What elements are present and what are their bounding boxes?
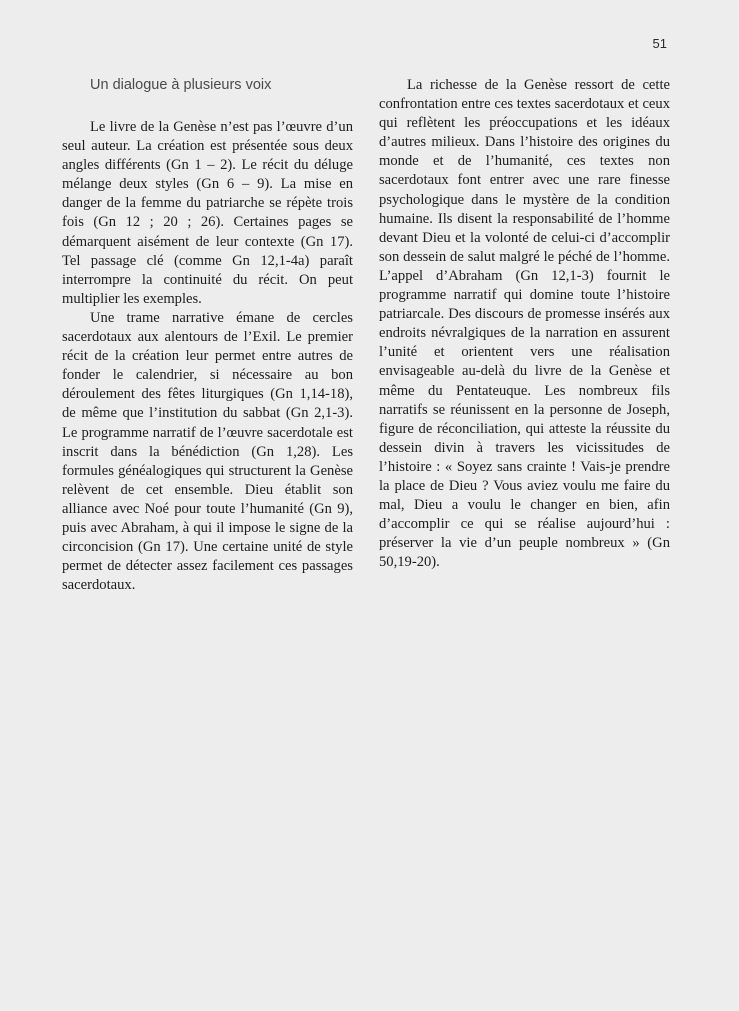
paragraph: Une trame narrative émane de cercles sacerdotaux aux alentours de l’Exil. Le premier récit de la création leur permet entre autres de fonder le calendrier, si nécessaire au bon déroulement des fêtes liturgiques (Gn 1,14-18), de même que l’institution du sabbat (Gn 2,1-3). Le programme narratif de l’œuvre sacerdotale est inscrit dans la bénédiction (Gn 1,28). Les formules généalogiques qui structurent la Genèse relèvent de cet ensemble. Dieu établit son alliance avec Noé pour toute l’humanité (Gn 9), puis avec Abraham, à qui il impose le signe de la circoncision (Gn 17). Une certaine unité de style permet de détecter assez facilement ces passages sacerdotaux. <box>62 309 353 594</box>
page-number: 51 <box>652 36 667 51</box>
left-column <box>62 76 353 595</box>
right-column <box>379 76 670 572</box>
paragraph: Le livre de la Genèse n’est pas l’œuvre d’un seul auteur. La création est présentée sous deux angles différents (Gn 1 – 2). Le récit du déluge mélange deux styles (Gn 6 – 9). La mise en danger de la femme du patriarche se répète trois fois (Gn 12 ; 20 ; 26). Certaines pages se démarquent aisément de leur contexte (Gn 17). Tel passage clé (comme Gn 12,1-4a) paraît interrompre la continuité du récit. On peut multiplier les exemples. <box>62 119 353 307</box>
section-title: Un dialogue à plusieurs voix <box>90 77 272 93</box>
paragraph: La richesse de la Genèse ressort de cette confrontation entre ces textes sacerdotaux et ceux qui reflètent les préoccupations et les idéaux d’autres milieux. Dans l’histoire des origines du monde et de l’humanité, ces textes non sacerdotaux font entrer avec une rare finesse psychologique dans le mystère de la condition humaine. Ils disent la responsabilité de l’homme devant Dieu et la volonté de celui-ci d’accomplir son dessein de salut malgré le péché de l’homme. L’appel d’Abraham (Gn 12,1-3) fournit le programme narratif qui domine toute l’histoire patriarcale. Des discours de promesse insérés aux endroits névralgiques de la narration en assurent l’unité et orientent vers une réalisation envisageable au-delà du livre de la Genèse et même du Pentateuque. Les nombreux fils narratifs se réunissent en la personne de Joseph, figure de réconciliation, qui atteste la réussite du dessein divin à travers les vicissitudes de l’histoire : « Soyez sans crainte ! Vais-je prendre la place de Dieu ? Vous aviez voulu me faire du mal, Dieu a voulu le changer en bien, afin d’accomplir ce qui se réalise aujourd’hui : préserver la vie d’un peuple nombreux » (Gn 50,19-20). <box>379 77 670 571</box>
